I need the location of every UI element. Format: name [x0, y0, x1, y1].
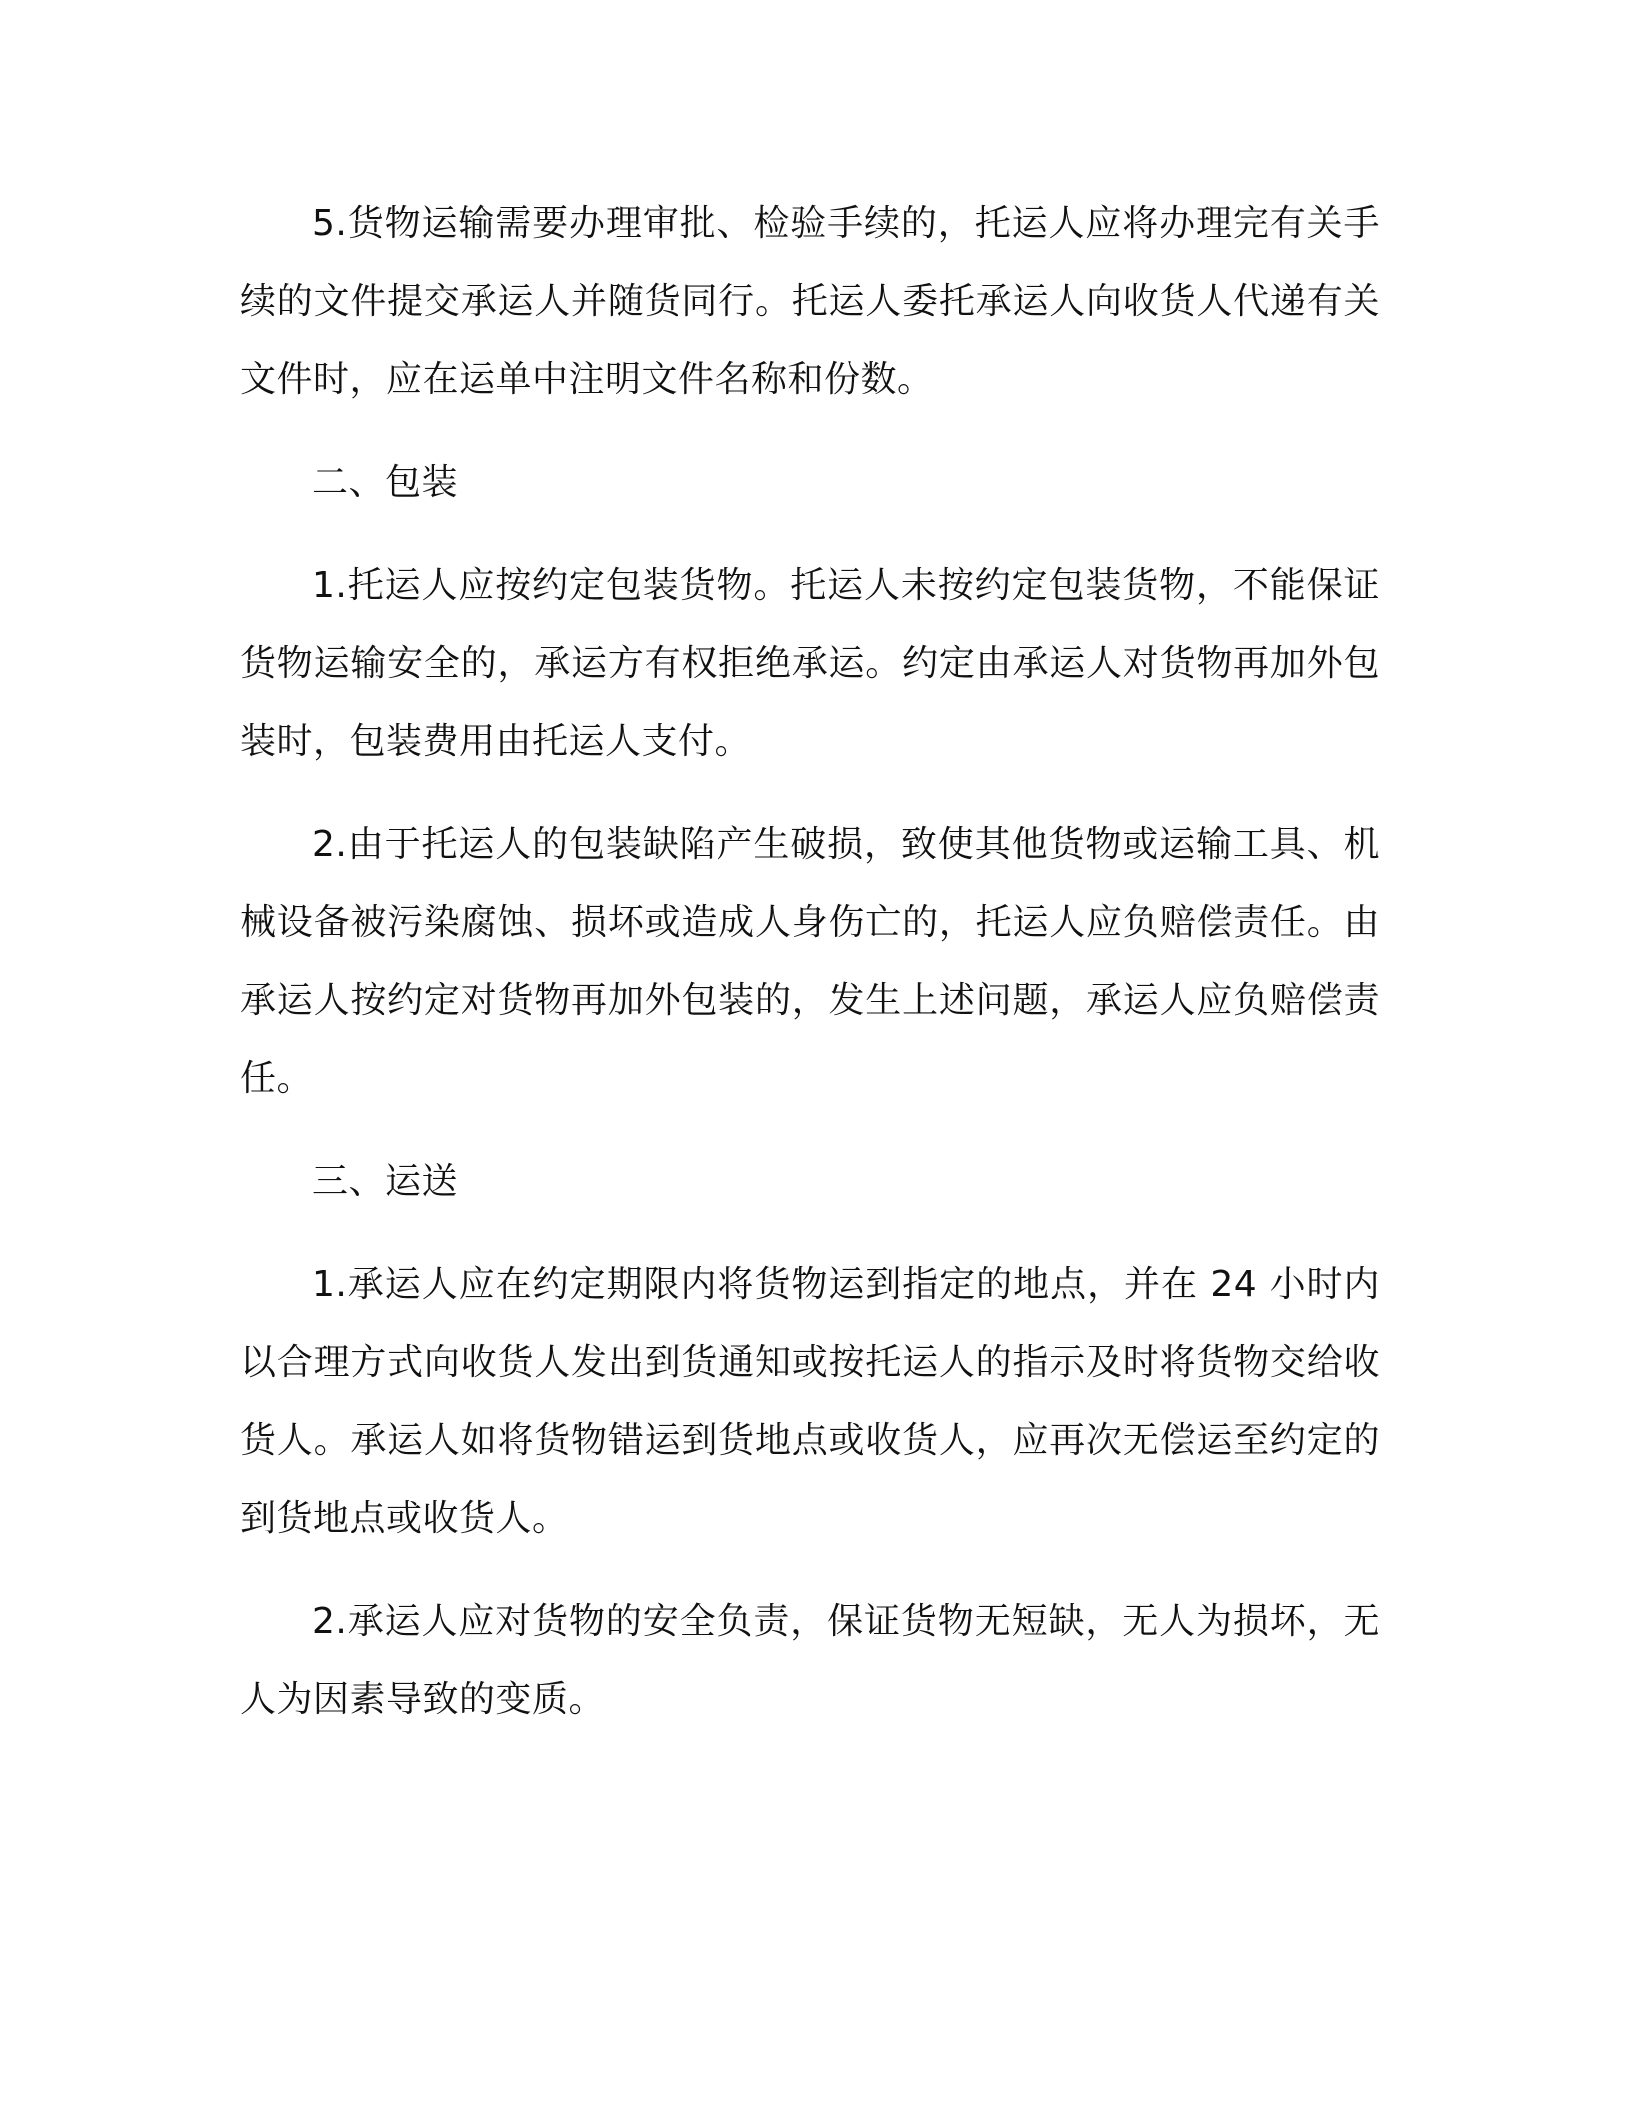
section-heading-packaging: 二、包装 [312, 462, 459, 503]
document-page [240, 185, 1380, 1739]
paragraph-approval-documents: 5.货物运输需要办理审批、检验手续的，托运人应将办理完有关手续的文件提交承运人并随货同行。托运人委托承运人向收货人代递有关文件时，应在运单中注明文件名称和份数。 [240, 203, 1380, 400]
paragraph-delivery-1: 1.承运人应在约定期限内将货物运到指定的地点，并在 24 小时内以合理方式向收货人发出到货通知或按托运人的指示及时将货物交给收货人。承运人如将货物错运到货地点或收货人，应再次无偿运至约定的到货地点或收货人。 [240, 1264, 1380, 1539]
section-heading-delivery: 三、运送 [312, 1161, 459, 1202]
paragraph-delivery-2: 2.承运人应对货物的安全负责，保证货物无短缺，无人为损坏，无人为因素导致的变质。 [240, 1601, 1380, 1720]
paragraph-packaging-1: 1.托运人应按约定包装货物。托运人未按约定包装货物，不能保证货物运输安全的，承运方有权拒绝承运。约定由承运人对货物再加外包装时，包装费用由托运人支付。 [240, 565, 1380, 762]
paragraph-packaging-2: 2.由于托运人的包装缺陷产生破损，致使其他货物或运输工具、机械设备被污染腐蚀、损坏或造成人身伤亡的，托运人应负赔偿责任。由承运人按约定对货物再加外包装的，发生上述问题，承运人应负赔偿责任。 [240, 824, 1380, 1099]
